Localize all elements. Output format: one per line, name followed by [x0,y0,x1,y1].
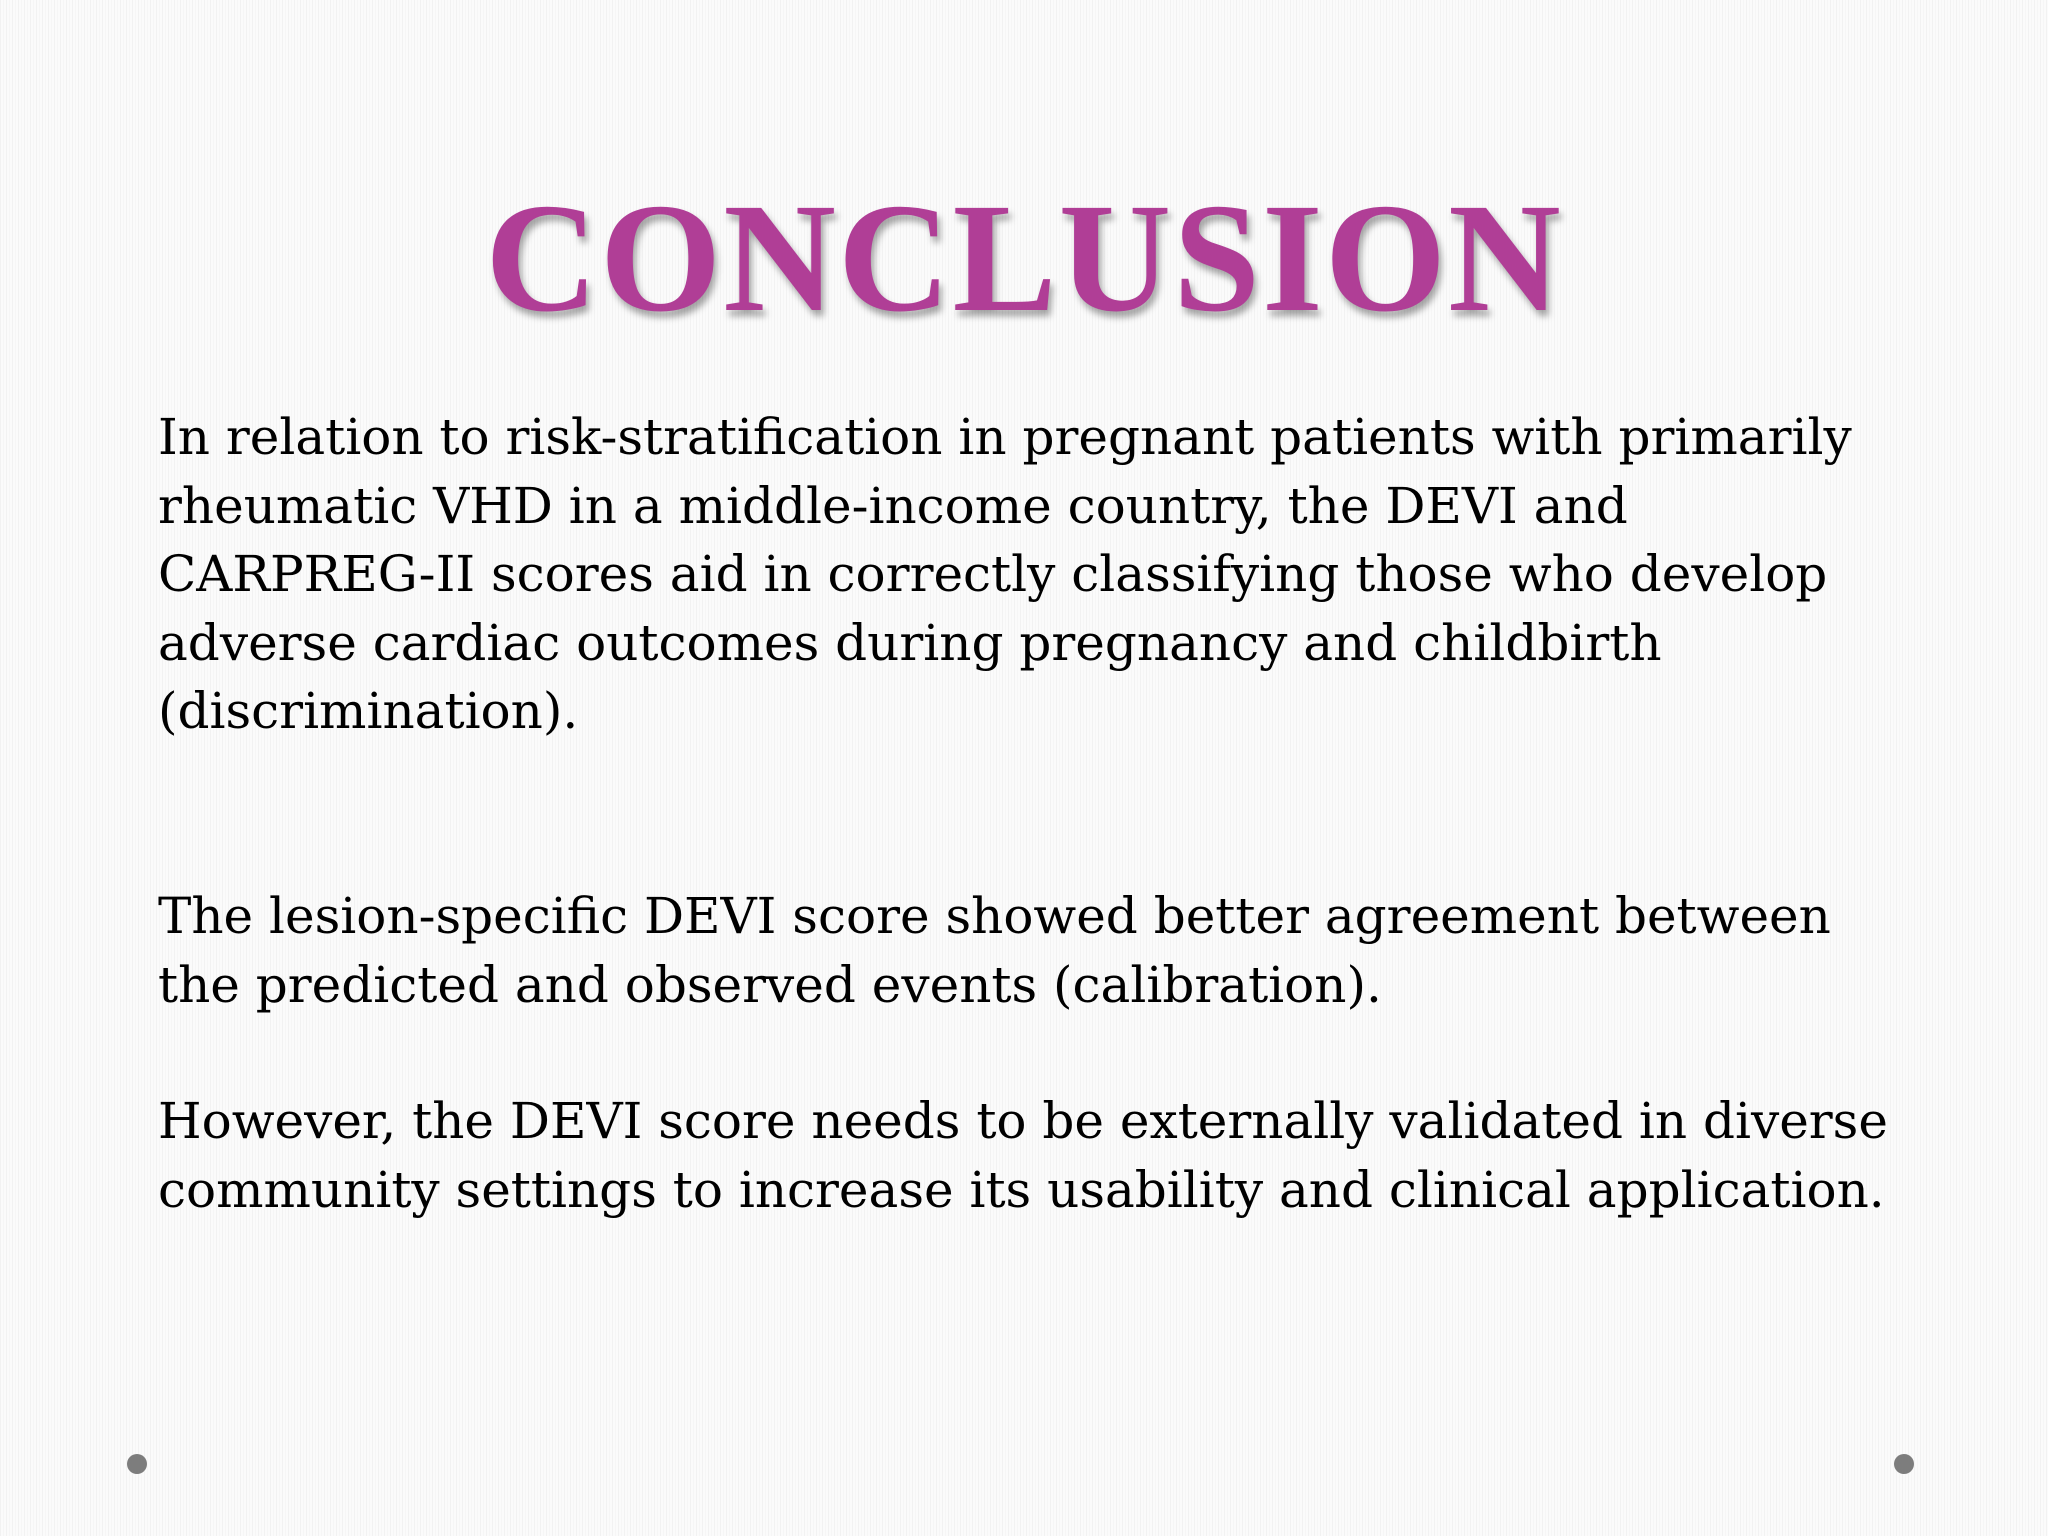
conclusion-paragraph-calibration: The lesion-specific DEVI score showed better agreement between the predicted and observed events (calibration). [158,887,1831,1014]
conclusion-paragraph-validation: However, the DEVI score needs to be externally validated in diverse community settings to increase its usability and clinical application. [158,1092,1888,1219]
slide-title: CONCLUSION [485,171,1563,344]
conclusion-paragraph-discrimination: In relation to risk-stratification in pregnant patients with primarily rheumatic VHD in a middle-income country, the DEVI and CARPREG-II scores aid in correctly classifying those who develop adverse cardiac outcomes during pregnancy and childbirth (discrimination). [158,408,1852,740]
decorative-dot-icon-right [1894,1454,1914,1474]
decorative-dot-icon-left [127,1454,147,1474]
